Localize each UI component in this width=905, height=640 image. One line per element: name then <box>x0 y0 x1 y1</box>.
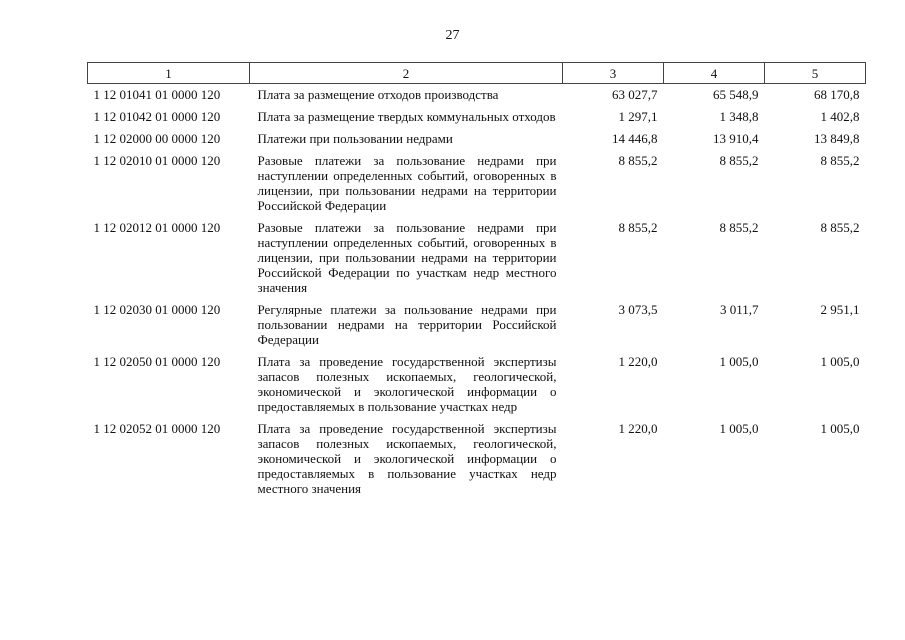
table-row <box>88 299 866 351</box>
column-header-5: 5 <box>765 63 866 84</box>
revenue-name: Платежи при пользовании недрами <box>257 131 453 146</box>
amount-col-5: 68 170,8 <box>814 87 860 102</box>
amount-col-3: 8 855,2 <box>618 153 658 168</box>
amount-col-3: 1 220,0 <box>618 421 658 436</box>
amount-col-4: 1 348,8 <box>719 109 759 124</box>
amount-col-4: 13 910,4 <box>713 131 759 146</box>
table-row <box>88 351 866 418</box>
budget-code: 1 12 01041 01 0000 120 <box>93 87 221 102</box>
revenue-name: Разовые платежи за пользование недрами при наступлении определенных событий, оговоренных в лицензии, при пользовании недрами на территории Российской Федерации <box>257 153 557 213</box>
amount-col-4: 8 855,2 <box>719 220 759 235</box>
amount-col-5: 1 005,0 <box>820 421 860 436</box>
column-header-2: 2 <box>250 63 563 84</box>
table-row <box>88 418 866 500</box>
revenue-name: Плата за проведение государственной экспертизы запасов полезных ископаемых, геологической, экономической и экологической информации о предоставляемых в пользование участках недр <box>257 354 557 414</box>
table-header-row <box>88 63 866 84</box>
revenue-name: Плата за проведение государственной экспертизы запасов полезных ископаемых, геологической, экономической и экологической информации о предоставляемых в пользование участках недр местного значения <box>257 421 557 496</box>
amount-col-3: 8 855,2 <box>618 220 658 235</box>
amount-col-3: 3 073,5 <box>618 302 658 317</box>
amount-col-4: 8 855,2 <box>719 153 759 168</box>
revenue-name: Разовые платежи за пользование недрами при наступлении определенных событий, оговоренных в лицензии, при пользовании недрами на территории Российской Федерации по участкам недр местного значения <box>257 220 557 295</box>
amount-col-5: 13 849,8 <box>814 131 860 146</box>
amount-col-5: 1 402,8 <box>820 109 860 124</box>
page-number: 27 <box>445 28 460 43</box>
amount-col-4: 1 005,0 <box>719 421 759 436</box>
budget-code: 1 12 02030 01 0000 120 <box>93 302 221 317</box>
table-row <box>88 84 866 107</box>
amount-col-3: 14 446,8 <box>612 131 658 146</box>
amount-col-3: 1 220,0 <box>618 354 658 369</box>
amount-col-4: 65 548,9 <box>713 87 759 102</box>
table-row <box>88 217 866 299</box>
amount-col-5: 8 855,2 <box>820 153 860 168</box>
table-row <box>88 106 866 128</box>
amount-col-5: 8 855,2 <box>820 220 860 235</box>
table-row <box>88 128 866 150</box>
amount-col-5: 1 005,0 <box>820 354 860 369</box>
budget-code: 1 12 02000 00 0000 120 <box>93 131 221 146</box>
column-header-4: 4 <box>664 63 765 84</box>
budget-code: 1 12 01042 01 0000 120 <box>93 109 221 124</box>
table-row <box>88 150 866 217</box>
revenue-name: Плата за размещение твердых коммунальных отходов <box>257 109 556 124</box>
revenue-name: Регулярные платежи за пользование недрами при пользовании недрами на территории Российской Федерации <box>257 302 557 347</box>
amount-col-5: 2 951,1 <box>820 302 860 317</box>
revenue-name: Плата за размещение отходов производства <box>257 87 499 102</box>
column-header-3: 3 <box>563 63 664 84</box>
amount-col-4: 1 005,0 <box>719 354 759 369</box>
budget-code: 1 12 02010 01 0000 120 <box>93 153 221 168</box>
column-header-1: 1 <box>88 63 250 84</box>
amount-col-4: 3 011,7 <box>719 302 759 317</box>
budget-code: 1 12 02050 01 0000 120 <box>93 354 221 369</box>
budget-code: 1 12 02052 01 0000 120 <box>93 421 221 436</box>
amount-col-3: 1 297,1 <box>618 109 658 124</box>
budget-revenue-table <box>87 62 866 500</box>
budget-code: 1 12 02012 01 0000 120 <box>93 220 221 235</box>
amount-col-3: 63 027,7 <box>612 87 658 102</box>
